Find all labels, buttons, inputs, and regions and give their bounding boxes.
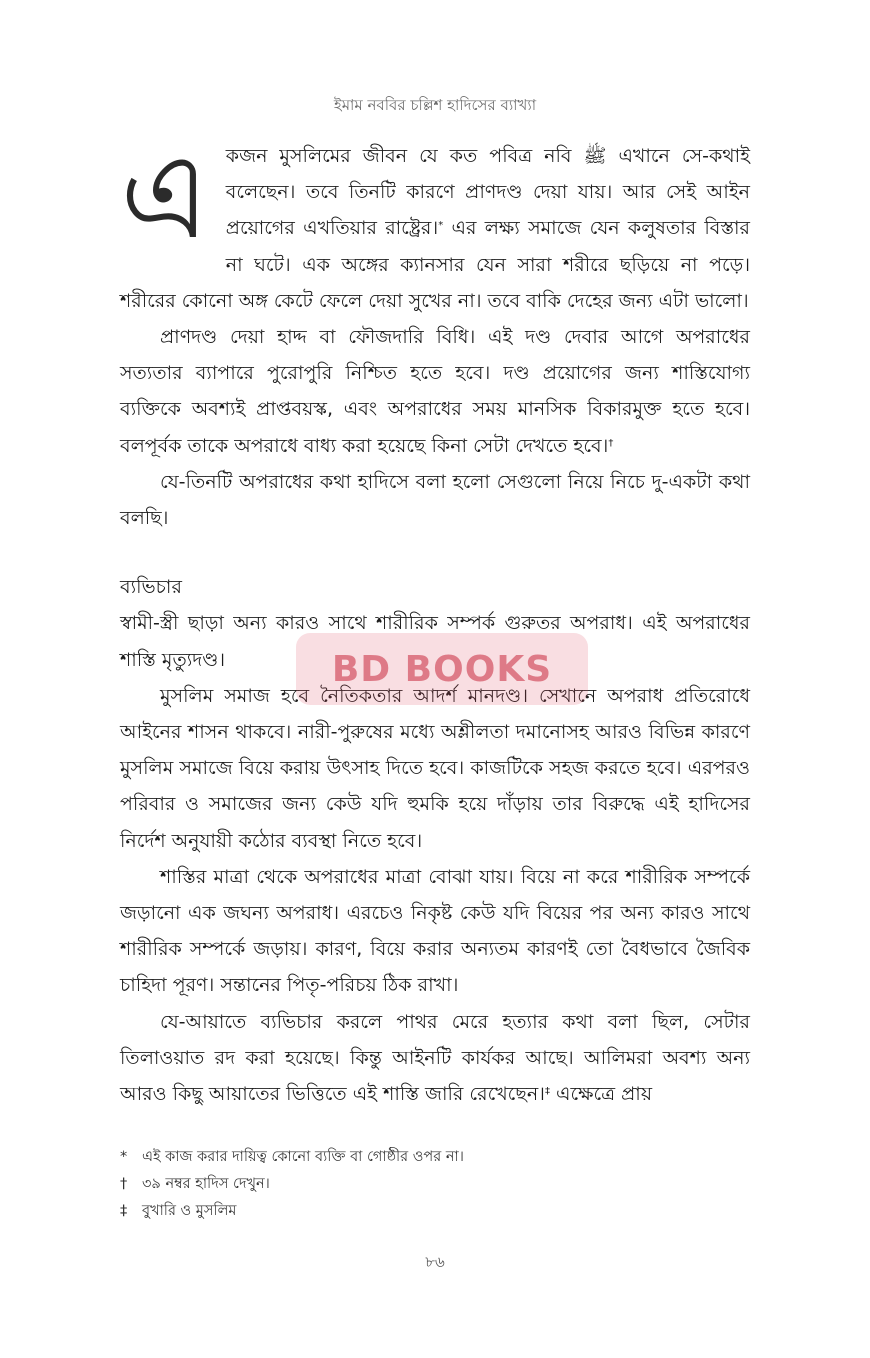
footnote-mark: †: [120, 1176, 128, 1192]
footnote-ref-3[interactable]: ‡: [544, 1086, 550, 1098]
paragraph-6: শাস্তির মাত্রা থেকে অপরাধের মাত্রা বোঝা যায়। বিয়ে না করে শারীরিক সম্পর্কে জড়ানো এক জঘন্য অপরাধ। এরচেও নিকৃষ্ট কেউ যদি বিয়ের পর অন্য কারও সাথে শারীরিক সম্পর্কে জড়ায়। কারণ, বিয়ে করার অন্যতম কারণই তো বৈধভাবে জৈবিক চাহিদা পূরণ। সন্তানের পিতৃ-পরিচয় ঠিক রাখা।: [120, 865, 750, 997]
paragraph-1: কজন মুসলিমের জীবন যে কত পবিত্র নবি ﷺ এখানে সে-কথাই বলেছেন। তবে তিনটি কারণে প্রাণদণ্ড দেয়া যায়। আর সেই আইন প্রয়োগের এখতিয়ার রাষ্ট্রের।* এর লক্ষ্য সমাজে যেন কলুষতার বিস্তার না ঘটে। এক অঙ্গের ক্যানসার যেন সারা শরীরে ছড়িয়ে না পড়ে। শরীরের কোনো অঙ্গ কেটে ফেলে দেয়া সুখের না। তবে বাকি দেহের জন্য এটা ভালো।: [120, 145, 750, 312]
page-number: ৮৬: [425, 1253, 445, 1271]
paragraph-2: প্রাণদণ্ড দেয়া হাদ্দ বা ফৌজদারি বিধি। এই দণ্ড দেবার আগে অপরাধের সত্যতার ব্যাপারে পুরোপুরি নিশ্চিত হতে হবে। দণ্ড প্রয়োগের জন্য শাস্তিযোগ্য ব্যক্তিকে অবশ্যই প্রাপ্তবয়স্ক, এবং অপরাধের সময় মানসিক বিকারমুক্ত হতে হবে। বলপূর্বক তাকে অপরাধে বাধ্য করা হয়েছে কিনা সেটা দেখতে হবে।†: [120, 326, 750, 457]
footnote-mark: *: [120, 1149, 128, 1165]
footnote-ref-1[interactable]: *: [438, 220, 444, 232]
watermark-text: BD BOOKS: [331, 648, 553, 690]
running-header: ইমাম নববির চল্লিশ হাদিসের ব্যাখ্যা: [333, 96, 537, 114]
paragraph-4: স্বামী-স্ত্রী ছাড়া অন্য কারও সাথে শারীরিক সম্পর্ক গুরুতর অপরাধ। এই অপরাধের শাস্তি মৃত্যুদণ্ড।: [120, 612, 750, 671]
footnote: [120, 1198, 760, 1225]
body-text: [120, 127, 750, 1112]
footnote-ref-2[interactable]: †: [608, 437, 614, 449]
drop-cap: এ: [120, 127, 210, 265]
footnote: [120, 1144, 760, 1171]
section-heading: ব্যভিচার: [120, 576, 182, 599]
paragraph-3: যে-তিনটি অপরাধের কথা হাদিসে বলা হলো সেগুলো নিয়ে নিচে দু-একটা কথা বলছি।: [120, 470, 750, 530]
footnote-text: ৩৯ নম্বর হাদিস দেখুন।: [142, 1176, 270, 1192]
footnote-text: বুখারি ও মুসলিম: [142, 1203, 237, 1219]
footnote-text: এই কাজ করার দায়িত্ব কোনো ব্যক্তি বা গোষ্ঠীর ওপর না।: [142, 1149, 464, 1165]
footnote-mark: ‡: [120, 1203, 128, 1219]
footnote: [120, 1171, 760, 1198]
footnotes: [120, 1144, 760, 1225]
paragraph-7: যে-আয়াতে ব্যভিচার করলে পাথর মেরে হত্যার কথা বলা ছিল, সেটার তিলাওয়াত রদ করা হয়েছে। কিন্তু আইনটি কার্যকর আছে। আলিমরা অবশ্য অন্য আরও কিছু আয়াতের ভিত্তিতে এই শাস্তি জারি রেখেছেন।‡ এক্ষেত্রে প্রায়: [120, 1010, 750, 1106]
paragraph-5: মুসলিম সমাজ হবে নৈতিকতার আদর্শ মানদণ্ড। সেখানে অপরাধ প্রতিরোধে আইনের শাসন থাকবে। নারী-পুরুষের মধ্যে অশ্লীলতা দমানোসহ আরও বিভিন্ন কারণে মুসলিম সমাজে বিয়ে করায় উৎসাহ দিতে হবে। কাজটিকে সহজ করতে হবে। এরপরও পরিবার ও সমাজের জন্য কেউ যদি হুমকি হয়ে দাঁড়ায় তার বিরুদ্ধে এই হাদিসের নির্দেশ অনুযায়ী কঠোর ব্যবস্থা নিতে হবে।: [120, 684, 750, 852]
